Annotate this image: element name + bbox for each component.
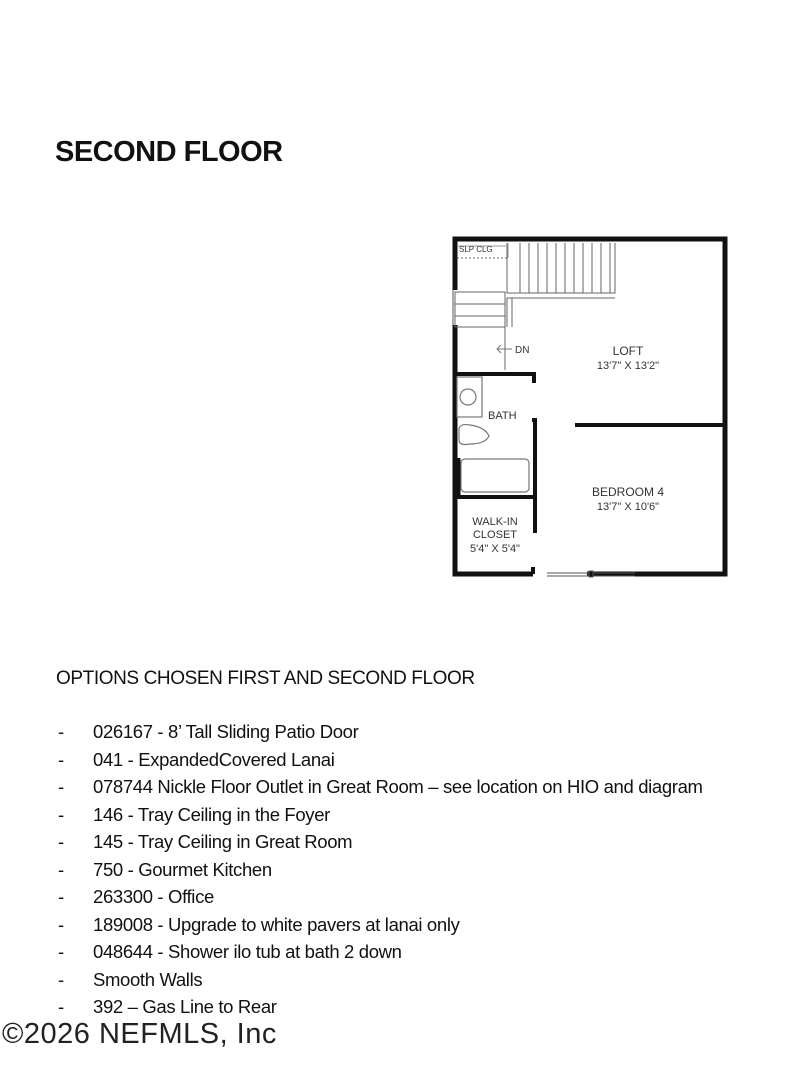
option-text: 026167 - 8’ Tall Sliding Patio Door bbox=[93, 721, 359, 742]
option-text: 189008 - Upgrade to white pavers at lanai only bbox=[93, 913, 460, 935]
closet-label-1: WALK-IN bbox=[472, 516, 518, 528]
loft-size: 13'7" X 13'2" bbox=[596, 360, 660, 372]
bullet: - bbox=[58, 968, 64, 990]
bullet: - bbox=[58, 886, 64, 907]
option-text: 750 - Gourmet Kitchen bbox=[93, 858, 272, 880]
option-text: 078744 Nickle Floor Outlet in Great Room – see location on HIO and diagram bbox=[93, 776, 703, 797]
options-heading: OPTIONS CHOSEN FIRST AND SECOND FLOOR bbox=[56, 668, 475, 689]
dn-label: DN bbox=[515, 345, 530, 356]
copyright-watermark: ©2026 NEFMLS, Inc bbox=[2, 1018, 277, 1050]
page-title: SECOND FLOOR bbox=[55, 136, 283, 168]
bath-label: BATH bbox=[488, 410, 517, 422]
bullet: - bbox=[58, 996, 64, 1017]
closet-size: 5'4" X 5'4" bbox=[470, 543, 520, 555]
bullet: - bbox=[58, 831, 64, 852]
option-text: 048644 - Shower ilo tub at bath 2 down bbox=[93, 941, 402, 962]
option-text: 263300 - Office bbox=[93, 886, 214, 907]
option-text: Smooth Walls bbox=[93, 968, 203, 990]
loft-label: LOFT bbox=[612, 344, 644, 358]
option-text: 145 - Tray Ceiling in Great Room bbox=[93, 831, 353, 852]
option-text: 392 – Gas Line to Rear bbox=[93, 996, 277, 1017]
bullet: - bbox=[58, 721, 64, 742]
bullet: - bbox=[58, 858, 64, 880]
bullet: - bbox=[58, 776, 64, 797]
stairs-upper bbox=[507, 243, 615, 327]
bullet: - bbox=[58, 748, 64, 770]
closet-label-2: CLOSET bbox=[472, 529, 518, 541]
floor-plan bbox=[440, 230, 740, 590]
option-text: 041 - ExpandedCovered Lanai bbox=[93, 748, 335, 770]
bedroom-label: BEDROOM 4 bbox=[591, 485, 665, 499]
bullet: - bbox=[58, 913, 64, 935]
bath-fixtures bbox=[457, 377, 529, 492]
bedroom-size: 13'7" X 10'6" bbox=[596, 501, 660, 513]
option-text: 146 - Tray Ceiling in the Foyer bbox=[93, 803, 330, 825]
bullet: - bbox=[58, 941, 64, 962]
stair-treads bbox=[520, 243, 610, 293]
stairs-lower bbox=[455, 243, 508, 370]
slp-clg-label: SLP CLG bbox=[459, 245, 493, 254]
bullet: - bbox=[58, 803, 64, 825]
